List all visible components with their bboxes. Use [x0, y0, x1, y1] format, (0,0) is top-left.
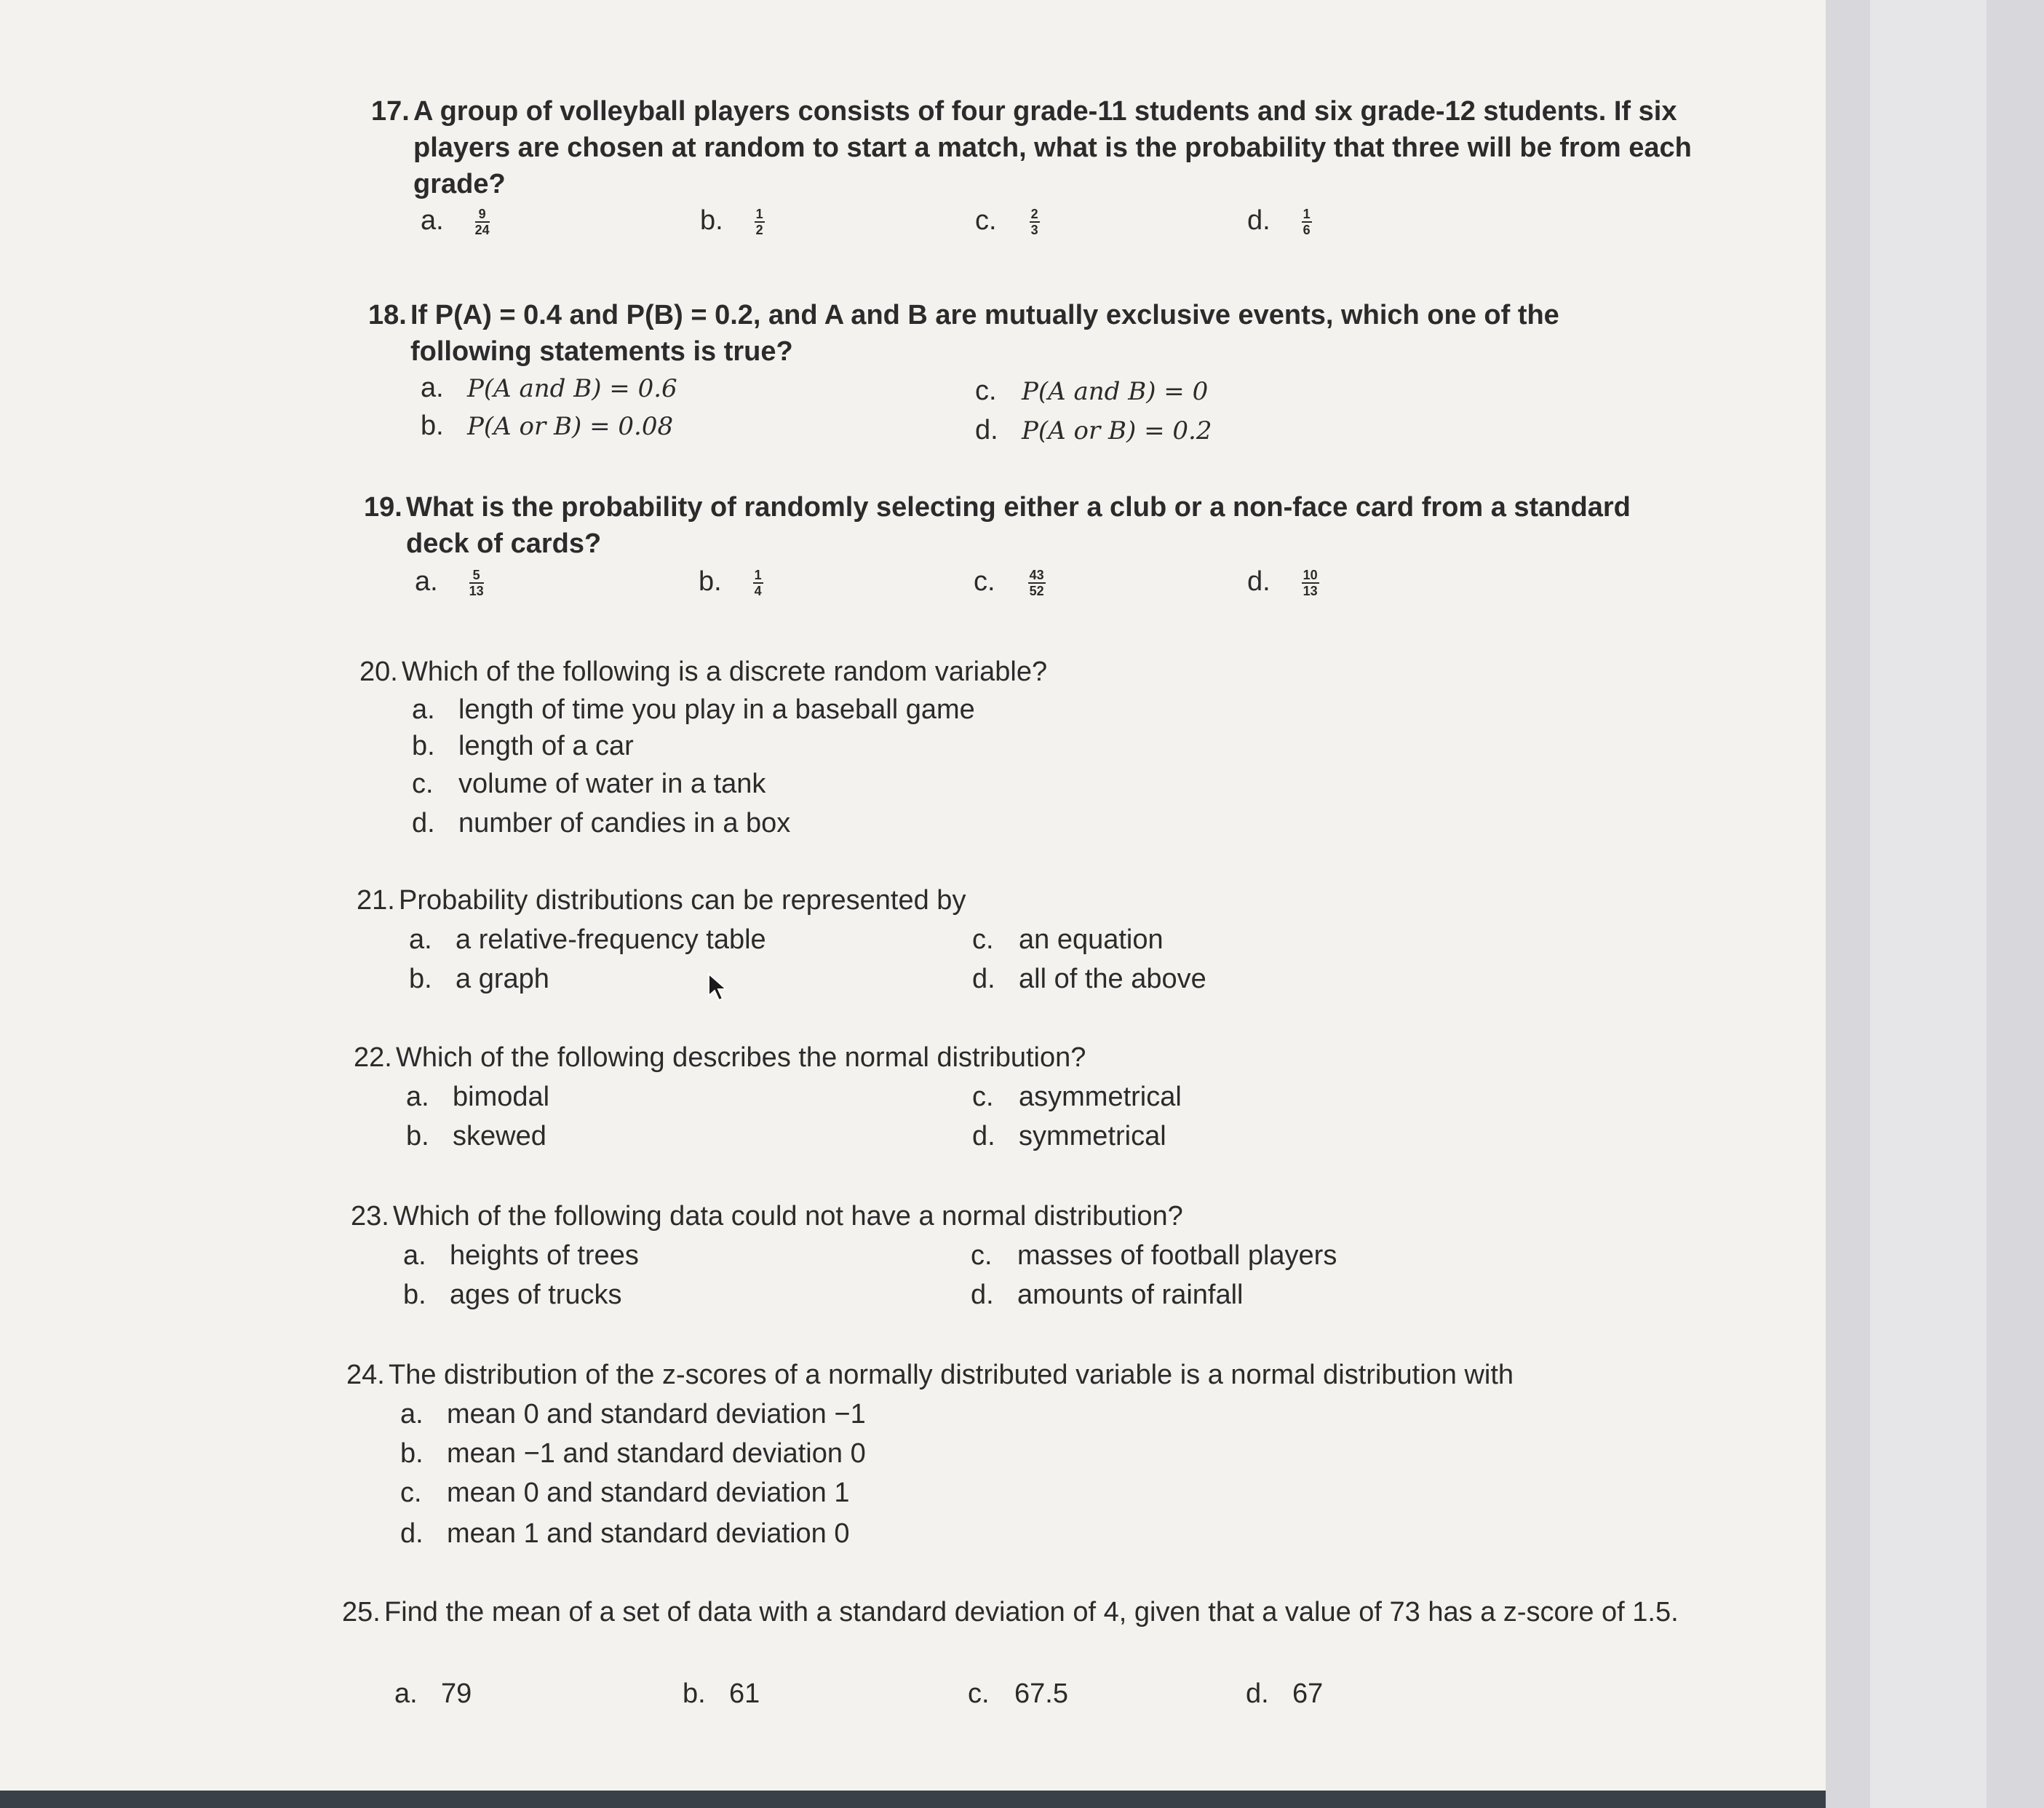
option-label: c.	[971, 1240, 993, 1271]
option-label: a.	[415, 566, 438, 597]
option-label: b.	[699, 566, 722, 597]
option-label: b.	[700, 205, 723, 236]
option-17a[interactable]	[421, 202, 490, 239]
option-label: a.	[403, 1240, 426, 1271]
option-25c[interactable]	[968, 1676, 1068, 1712]
option-label: d.	[972, 964, 995, 994]
option-label: c.	[968, 1678, 990, 1709]
option-21a[interactable]	[409, 921, 766, 958]
numerator: 1	[1303, 206, 1311, 221]
question-stem: Probability distributions can be represented by	[399, 885, 966, 916]
question-number: 25.	[342, 1597, 381, 1627]
denominator: 6	[1303, 222, 1311, 237]
numerator: 1	[755, 206, 763, 221]
option-text: length of a car	[458, 731, 634, 761]
option-label: b.	[421, 411, 444, 441]
option-text: 67	[1292, 1678, 1324, 1709]
option-text: mean 0 and standard deviation −1	[447, 1399, 866, 1430]
option-23b[interactable]	[403, 1277, 622, 1313]
option-text: symmetrical	[1019, 1121, 1166, 1151]
option-label: a.	[421, 205, 444, 236]
question-stem: Which of the following is a discrete random variable?	[402, 657, 1048, 687]
option-20c[interactable]	[412, 766, 765, 802]
fraction	[1302, 568, 1319, 598]
option-19c[interactable]	[974, 563, 1046, 600]
question-stem: If P(A) = 0.4 and P(B) = 0.2, and A and B are mutually exclusive events, which one of the following statements is true?	[410, 300, 1559, 367]
question-number: 23.	[351, 1201, 389, 1232]
denominator: 52	[1029, 583, 1044, 598]
denominator: 13	[1303, 583, 1318, 598]
option-25a[interactable]	[394, 1676, 472, 1712]
option-24c[interactable]	[400, 1475, 850, 1511]
option-label: b.	[683, 1678, 706, 1709]
option-20a[interactable]	[412, 691, 975, 728]
option-text: 61	[729, 1678, 760, 1709]
denominator: 13	[469, 583, 484, 598]
option-label: c.	[972, 924, 994, 955]
question-number: 21.	[357, 885, 395, 916]
fraction	[1028, 568, 1046, 598]
option-21c[interactable]	[972, 921, 1164, 958]
question-stem: Which of the following data could not have a normal distribution?	[393, 1201, 1183, 1232]
question-number: 19.	[364, 492, 402, 523]
fraction	[753, 568, 763, 598]
denominator: 24	[474, 222, 490, 237]
option-label: d.	[971, 1280, 994, 1310]
option-20b[interactable]	[412, 728, 634, 764]
option-17b[interactable]	[700, 202, 765, 239]
option-18a[interactable]	[421, 370, 677, 407]
option-label: d.	[412, 808, 435, 838]
option-22b[interactable]	[406, 1118, 546, 1154]
option-text: bimodal	[453, 1082, 550, 1112]
question-stem: The distribution of the z-scores of a normally distributed variable is a normal distribution with	[389, 1360, 1514, 1390]
option-23a[interactable]	[403, 1237, 639, 1274]
option-22d[interactable]	[972, 1118, 1166, 1154]
question-stem: Find the mean of a set of data with a standard deviation of 4, given that a value of 73 has a z-score of 1.5.	[384, 1597, 1679, 1627]
numerator: 2	[1030, 206, 1038, 221]
option-text: mean 1 and standard deviation 0	[447, 1518, 850, 1549]
option-17c[interactable]	[975, 202, 1040, 239]
option-label: c.	[974, 566, 995, 597]
option-text: P(A or B) = 0.2	[1022, 416, 1212, 445]
numerator: 10	[1303, 567, 1318, 582]
option-text: volume of water in a tank	[458, 769, 766, 799]
numerator: 5	[469, 568, 484, 584]
denominator: 4	[754, 583, 762, 598]
option-text: a relative-frequency table	[456, 924, 766, 955]
fraction	[755, 207, 765, 237]
option-text: amounts of rainfall	[1017, 1280, 1244, 1310]
option-label: a.	[421, 373, 444, 403]
option-label: a.	[406, 1082, 429, 1112]
question-number: 20.	[359, 657, 398, 687]
option-text: mean −1 and standard deviation 0	[447, 1438, 866, 1469]
fraction	[475, 207, 490, 237]
option-label: d.	[1247, 205, 1270, 236]
denominator: 2	[755, 222, 763, 237]
question-number: 17.	[371, 96, 410, 127]
option-17d[interactable]	[1247, 202, 1312, 239]
option-text: an equation	[1019, 924, 1164, 955]
option-text: P(A or B) = 0.08	[467, 412, 674, 441]
option-text: skewed	[453, 1121, 546, 1151]
option-text: mean 0 and standard deviation 1	[447, 1478, 850, 1508]
option-24d[interactable]	[400, 1515, 850, 1552]
option-label: c.	[400, 1478, 422, 1508]
numerator: 43	[1029, 567, 1044, 582]
question-stem: A group of volleyball players consists of four grade-11 students and six grade-12 students. If six players are chosen at random to start a match, what is the probability that three will be from each grade?	[413, 96, 1692, 199]
option-21d[interactable]	[972, 961, 1206, 997]
option-label: c.	[975, 205, 997, 236]
fraction	[1030, 207, 1040, 237]
option-label: a.	[412, 694, 435, 725]
option-21b[interactable]	[409, 961, 549, 997]
option-text: all of the above	[1019, 964, 1206, 994]
question-stem: Which of the following describes the normal distribution?	[396, 1042, 1086, 1073]
option-label: a.	[394, 1678, 418, 1709]
option-label: b.	[403, 1280, 426, 1310]
option-label: d.	[975, 415, 998, 445]
option-25b[interactable]	[683, 1676, 760, 1712]
option-text: P(A and B) = 0	[1022, 377, 1209, 406]
option-text: ages of trucks	[450, 1280, 622, 1310]
option-text: masses of football players	[1017, 1240, 1337, 1271]
option-22a[interactable]	[406, 1079, 549, 1115]
numerator: 9	[475, 207, 490, 223]
option-text: P(A and B) = 0.6	[467, 374, 677, 403]
option-label: b.	[412, 731, 435, 761]
mouse-pointer-icon	[707, 972, 729, 1002]
option-24b[interactable]	[400, 1435, 866, 1472]
option-label: a.	[409, 924, 432, 955]
option-19a[interactable]	[415, 563, 484, 600]
question-number: 22.	[354, 1042, 392, 1073]
option-text: 67.5	[1014, 1678, 1068, 1709]
option-text: heights of trees	[450, 1240, 639, 1271]
option-text: 79	[441, 1678, 472, 1709]
option-20d[interactable]	[412, 805, 790, 841]
option-23c[interactable]	[971, 1237, 1337, 1274]
option-label: d.	[400, 1518, 423, 1549]
fraction	[1302, 207, 1312, 237]
option-label: c.	[972, 1082, 994, 1112]
option-label: b.	[406, 1121, 429, 1151]
option-18c[interactable]	[975, 373, 1208, 410]
fraction	[469, 568, 484, 598]
option-label: c.	[412, 769, 434, 799]
option-text: length of time you play in a baseball game	[458, 694, 975, 725]
option-text: a graph	[456, 964, 549, 994]
option-label: a.	[400, 1399, 423, 1430]
option-text: number of candies in a box	[458, 808, 791, 838]
option-18d[interactable]	[975, 412, 1212, 449]
monitor-bottom-edge	[0, 1791, 1826, 1808]
option-label: b.	[400, 1438, 423, 1469]
option-label: d.	[1246, 1678, 1269, 1709]
option-23d[interactable]	[971, 1277, 1244, 1313]
option-label: d.	[1247, 566, 1270, 597]
option-text: asymmetrical	[1019, 1082, 1182, 1112]
option-label: b.	[409, 964, 432, 994]
question-number: 24.	[346, 1360, 385, 1390]
question-number: 18.	[368, 300, 407, 330]
denominator: 3	[1030, 222, 1038, 237]
option-label: d.	[972, 1121, 995, 1151]
option-22c[interactable]	[972, 1079, 1182, 1115]
option-19d[interactable]	[1247, 563, 1319, 600]
monitor-bezel-highlight	[1870, 0, 1987, 1808]
option-label: c.	[975, 376, 997, 406]
option-24a[interactable]	[400, 1396, 866, 1432]
option-19b[interactable]	[699, 563, 763, 600]
option-18b[interactable]	[421, 408, 673, 445]
option-25d[interactable]	[1246, 1676, 1323, 1712]
question-stem: What is the probability of randomly selecting either a club or a non-face card from a standard deck of cards?	[406, 492, 1631, 559]
numerator: 1	[754, 567, 762, 582]
